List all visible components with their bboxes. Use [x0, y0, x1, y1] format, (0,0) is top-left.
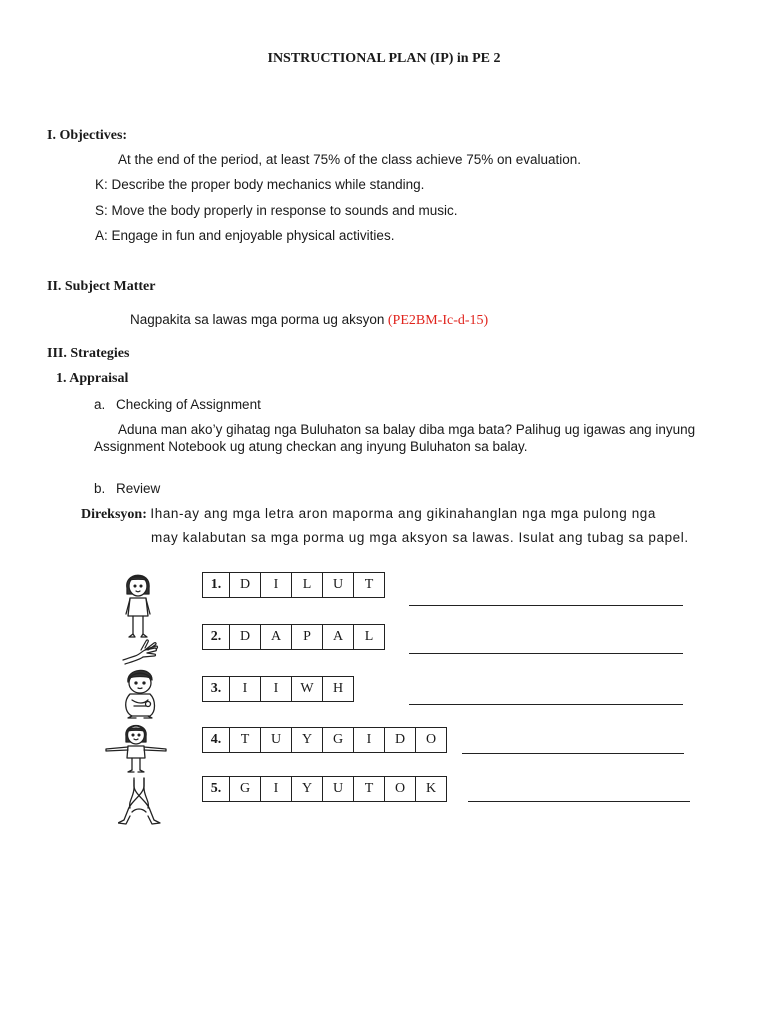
letter-box: U — [261, 727, 292, 753]
objective-attitude: A: Engage in fun and enjoyable physical activities. — [95, 228, 395, 243]
word-number: 3. — [202, 676, 230, 702]
letter-box: D — [230, 572, 261, 598]
item-a-line-1: Aduna man ako’y gihatag nga Buluhaton sa balay diba mga bata? Palihug ug igawas ang inyung — [118, 422, 696, 437]
letter-box: L — [354, 624, 385, 650]
subject-matter-line — [130, 312, 488, 329]
letter-box: P — [292, 624, 323, 650]
direction-label: Direksyon: — [81, 507, 147, 522]
word-number: 2. — [202, 624, 230, 650]
word-number: 5. — [202, 776, 230, 802]
word-number: 4. — [202, 727, 230, 753]
letter-box: O — [385, 776, 416, 802]
word-row-4 — [202, 727, 447, 755]
letter-box: A — [261, 624, 292, 650]
letter-box: D — [385, 727, 416, 753]
letter-box: K — [416, 776, 447, 802]
girl-standing-icon — [118, 568, 158, 640]
objectives-intro: At the end of the period, at least 75% of the class achieve 75% on evaluation. — [118, 152, 582, 167]
letter-box: U — [323, 572, 354, 598]
answer-line-5[interactable] — [468, 801, 690, 802]
letter-box: A — [323, 624, 354, 650]
strategies-heading: III. Strategies — [47, 346, 130, 361]
letter-box: O — [416, 727, 447, 753]
letter-box: I — [261, 572, 292, 598]
crossed-legs-icon — [118, 776, 162, 826]
appraisal-heading: 1. Appraisal — [56, 371, 129, 386]
answer-line-2[interactable] — [409, 653, 683, 654]
objective-knowledge: K: Describe the proper body mechanics while standing. — [95, 177, 425, 192]
answer-line-4[interactable] — [462, 753, 684, 754]
letter-box: G — [323, 727, 354, 753]
letter-box: I — [261, 676, 292, 702]
letter-box: Y — [292, 727, 323, 753]
item-a-title: Checking of Assignment — [116, 397, 261, 412]
letter-box: U — [323, 776, 354, 802]
boy-sitting-icon — [118, 666, 162, 720]
subject-matter-heading: II. Subject Matter — [47, 279, 156, 294]
word-row-1 — [202, 572, 385, 600]
subject-matter-text: Nagpakita sa lawas mga porma ug aksyon — [130, 312, 385, 327]
letter-box: I — [354, 727, 385, 753]
girl-arms-stretched-icon — [104, 722, 168, 774]
direction-text-1: Ihan-ay ang mga letra aron maporma ang gikinahanglan nga mga pulong nga — [150, 506, 657, 521]
direction-line-2: may kalabutan sa mga porma ug mga aksyon sa lawas. Isulat ang tubag sa papel. — [151, 530, 689, 545]
word-number: 1. — [202, 572, 230, 598]
objectives-heading: I. Objectives: — [47, 128, 128, 143]
item-b-label: b. — [94, 481, 106, 496]
open-hand-icon — [121, 636, 159, 666]
word-row-2 — [202, 624, 385, 652]
letter-box: I — [261, 776, 292, 802]
letter-box: L — [292, 572, 323, 598]
letter-box: T — [354, 776, 385, 802]
letter-box: W — [292, 676, 323, 702]
word-row-3 — [202, 676, 354, 704]
direction-line-1 — [81, 506, 656, 523]
word-row-5 — [202, 776, 447, 804]
item-a-line-2: Assignment Notebook ug atung checkan ang inyung Buluhaton sa balay. — [94, 439, 528, 454]
letter-box: Y — [292, 776, 323, 802]
page-title: INSTRUCTIONAL PLAN (IP) in PE 2 — [267, 51, 501, 66]
answer-line-1[interactable] — [409, 605, 683, 606]
letter-box: T — [354, 572, 385, 598]
item-b-title: Review — [116, 481, 161, 496]
item-a-label: a. — [94, 397, 106, 412]
answer-line-3[interactable] — [409, 704, 683, 705]
objective-skill: S: Move the body properly in response to sounds and music. — [95, 203, 458, 218]
letter-box: T — [230, 727, 261, 753]
letter-box: H — [323, 676, 354, 702]
letter-box: G — [230, 776, 261, 802]
subject-matter-code: (PE2BM-Ic-d-15) — [387, 313, 489, 328]
letter-box: D — [230, 624, 261, 650]
letter-box: I — [230, 676, 261, 702]
